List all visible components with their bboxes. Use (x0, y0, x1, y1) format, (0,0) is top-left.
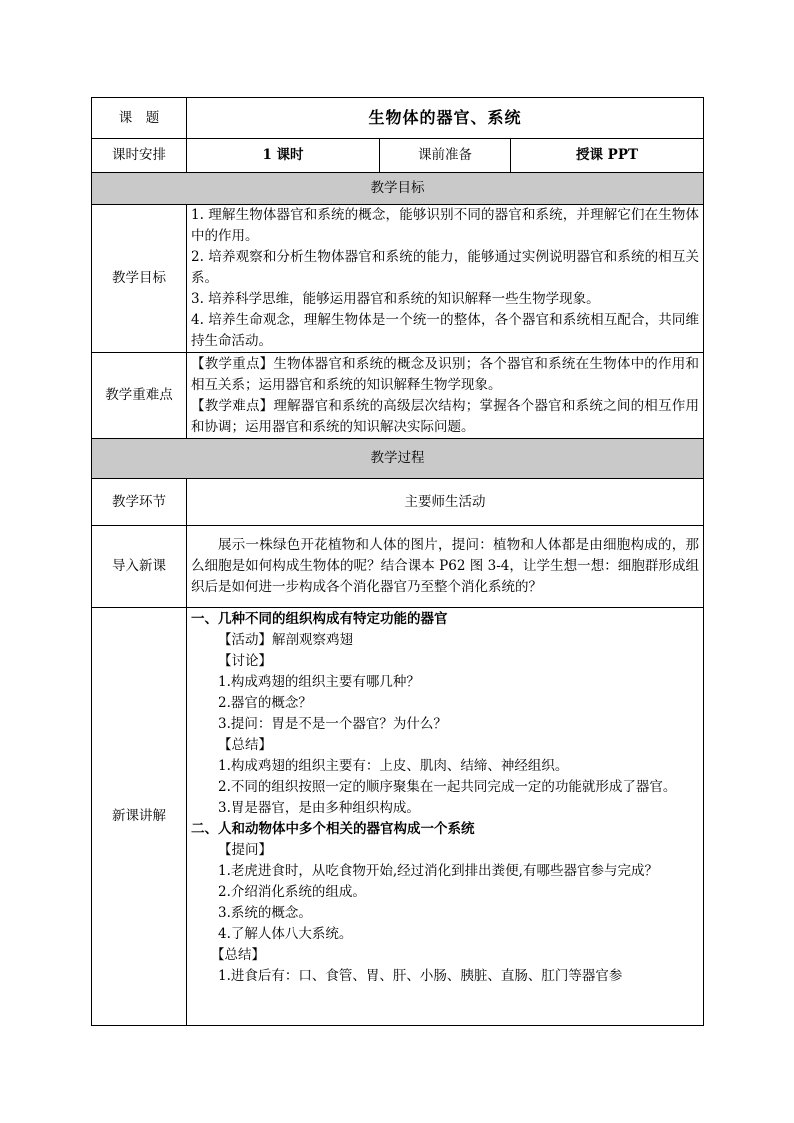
question-item: 4.了解人体八大系统。 (218, 926, 353, 942)
discussion-tag: 【讨论】 (218, 653, 272, 669)
objectives-section-title: 教学目标 (92, 173, 704, 205)
stage-column-header: 教学环节 (92, 479, 187, 526)
question-item: 3.系统的概念。 (218, 905, 312, 921)
objective-item: 1. 理解生物体器官和系统的概念，能够识别不同的器官和系统，并理解它们在生物体中的作用。 (191, 207, 700, 244)
discussion-item: 3.提问：胃是不是一个器官？为什么？ (218, 716, 447, 732)
activity-tag: 【活动】解剖观察鸡翅 (218, 632, 353, 648)
activity-column-header: 主要师生活动 (187, 479, 704, 526)
objectives-label: 教学目标 (92, 205, 187, 353)
objective-item: 2. 培养观察和分析生物体器官和系统的能力，能够通过实例说明器官和系统的相互关系。 (191, 249, 700, 286)
schedule-row (92, 139, 704, 173)
objectives-row (92, 205, 704, 353)
intro-label: 导入新课 (92, 526, 187, 608)
intro-text: 展示一株绿色开花植物和人体的图片，提问：植物和人体都是由细胞构成的，那么细胞是如何构成生物体的呢？结合课本 P62 图 3-4，让学生想一想：细胞群形成组织后是如何进一步构成各个消化器官乃至整个消化系统的？ (191, 537, 700, 595)
time-value: 1 课时 (187, 139, 380, 173)
section-heading: 一、几种不同的组织构成有特定功能的器官 (191, 611, 448, 627)
discussion-item: 2.器官的概念？ (218, 695, 312, 711)
objective-item: 4. 培养生命观念，理解生物体是一个统一的整体，各个器官和系统相互配合，共同维持生命活动。 (191, 312, 700, 349)
discussion-item: 1.构成鸡翅的组织主要有哪几种？ (218, 674, 420, 690)
objective-item: 3. 培养科学思维，能够运用器官和系统的知识解释一些生物学现象。 (191, 291, 600, 307)
keypoints-label: 教学重难点 (92, 353, 187, 439)
lesson-plan-table (91, 97, 704, 1026)
objectives-section-row (92, 173, 704, 205)
objectives-list (187, 205, 704, 353)
prep-value: 授课 PPT (511, 139, 704, 173)
keypoints-content (187, 353, 704, 439)
question-item: 1.老虎进食时，从吃食物开始,经过消化到排出粪便,有哪些器官参与完成？ (218, 863, 658, 879)
teaching-focus: 【教学重点】生物体器官和系统的概念及识别；各个器官和系统在生物体中的作用和相互关系；运用器官和系统的知识解释生物学现象。 (191, 355, 700, 393)
teaching-difficulty: 【教学难点】理解器官和系统的高级层次结构；掌握各个器官和系统之间的相互作用和协调；运用器官和系统的知识解决实际问题。 (191, 397, 700, 435)
question-item: 2.介绍消化系统的组成。 (218, 884, 366, 900)
question-tag: 【提问】 (218, 842, 272, 858)
summary-tag: 【总结】 (218, 737, 272, 753)
summary-item: 1.构成鸡翅的组织主要有：上皮、肌肉、结缔、神经组织。 (218, 758, 569, 774)
process-header-row (92, 479, 704, 526)
process-section-title: 教学过程 (92, 439, 704, 479)
prep-label: 课前准备 (380, 139, 511, 173)
keypoints-row (92, 353, 704, 439)
lecture-label: 新课讲解 (92, 608, 187, 1026)
intro-row (92, 526, 704, 608)
lecture-row (92, 608, 704, 1026)
intro-content (187, 526, 704, 608)
topic-label: 课 题 (92, 98, 187, 139)
summary-item: 3.胃是器官，是由多种组织构成。 (218, 800, 420, 816)
lesson-title-text: 生物体的器官、系统 (368, 107, 522, 127)
lesson-title (187, 98, 704, 139)
process-section-row (92, 439, 704, 479)
topic-row (92, 98, 704, 139)
section-heading: 二、人和动物体中多个相关的器官构成一个系统 (191, 821, 475, 837)
summary-item: 2.不同的组织按照一定的顺序聚集在一起共同完成一定的功能就形成了器官。 (218, 779, 677, 795)
lecture-content (187, 608, 704, 1026)
time-label: 课时安排 (92, 139, 187, 173)
summary-tag: 【总结】 (211, 947, 265, 963)
summary-item: 1.进食后有：口、食管、胃、肝、小肠、胰脏、直肠、肛门等器官参 (218, 968, 623, 984)
